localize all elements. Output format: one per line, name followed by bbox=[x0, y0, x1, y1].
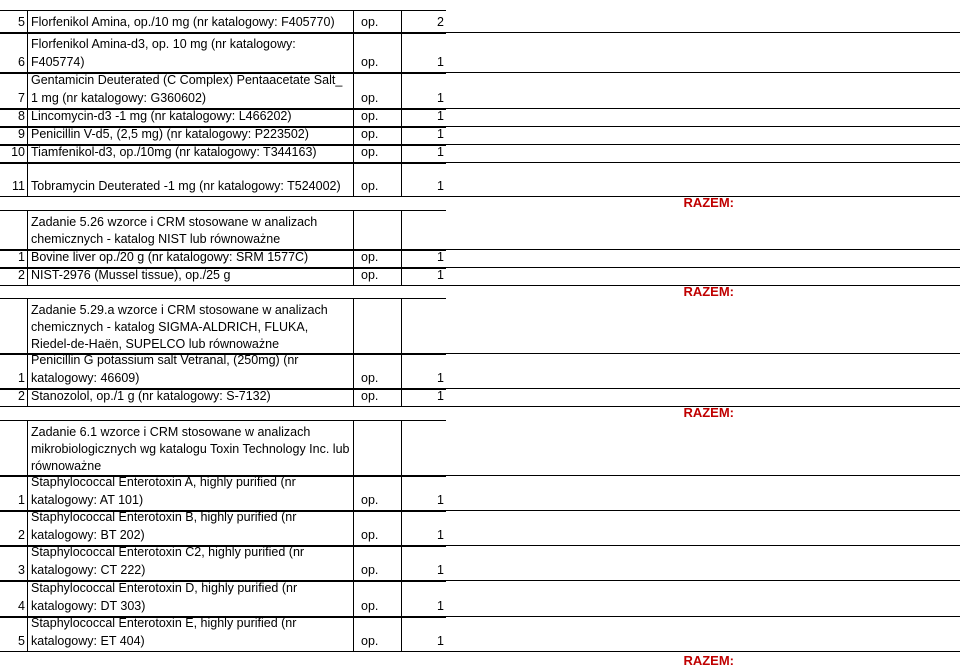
table-row bbox=[0, 617, 960, 652]
item-quantity: 1 bbox=[402, 127, 446, 144]
row-number: 6 bbox=[0, 33, 28, 72]
item-unit: op. bbox=[354, 33, 402, 72]
razem-label: RAZEM: bbox=[683, 195, 734, 210]
item-unit: op. bbox=[354, 163, 402, 196]
item-quantity: 2 bbox=[402, 10, 446, 32]
row-number: 11 bbox=[0, 163, 28, 196]
item-unit: op. bbox=[354, 109, 402, 126]
item-unit: op. bbox=[354, 476, 402, 510]
row-number: 1 bbox=[0, 250, 28, 267]
row-number: 10 bbox=[0, 145, 28, 162]
item-unit: op. bbox=[354, 73, 402, 108]
item-unit: op. bbox=[354, 581, 402, 616]
item-quantity: 1 bbox=[402, 389, 446, 406]
item-quantity: 1 bbox=[402, 33, 446, 72]
item-description: Gentamicin Deuterated (C Complex) Pentaacetate Salt_ 1 mg (nr katalogowy: G360602) bbox=[28, 73, 354, 108]
item-description: Staphylococcal Enterotoxin A, highly purified (nr katalogowy: AT 101) bbox=[28, 476, 354, 510]
task-heading-text: Zadanie 5.26 wzorce i CRM stosowane w analizach chemicznych - katalog NIST lub równoważne bbox=[28, 210, 354, 249]
item-unit: op. bbox=[354, 145, 402, 162]
row-number bbox=[0, 420, 28, 475]
item-unit: op. bbox=[354, 250, 402, 267]
item-unit: op. bbox=[354, 354, 402, 388]
row-number: 5 bbox=[0, 617, 28, 651]
row-number: 1 bbox=[0, 476, 28, 510]
item-quantity: 1 bbox=[402, 581, 446, 616]
item-quantity: 1 bbox=[402, 109, 446, 126]
item-quantity: 1 bbox=[402, 145, 446, 162]
item-quantity: 1 bbox=[402, 617, 446, 651]
table-row bbox=[0, 354, 960, 389]
row-number: 3 bbox=[0, 546, 28, 580]
row-number: 1 bbox=[0, 354, 28, 388]
row-number: 8 bbox=[0, 109, 28, 126]
table-row bbox=[0, 10, 960, 33]
item-description: NIST-2976 (Mussel tissue), op./25 g bbox=[28, 268, 354, 285]
item-unit: op. bbox=[354, 617, 402, 651]
task-heading-text: Zadanie 6.1 wzorce i CRM stosowane w analizach mikrobiologicznych wg katalogu Toxin Technology Inc. lub równoważne bbox=[28, 420, 354, 475]
table-row bbox=[0, 268, 960, 286]
item-unit: op. bbox=[354, 511, 402, 545]
table-row bbox=[0, 73, 960, 109]
table-row bbox=[0, 511, 960, 546]
table-row bbox=[0, 33, 960, 73]
razem-label: RAZEM: bbox=[683, 284, 734, 299]
table-row bbox=[0, 476, 960, 511]
task-heading bbox=[0, 420, 960, 476]
row-number: 4 bbox=[0, 581, 28, 616]
item-description: Florfenikol Amina-d3, op. 10 mg (nr katalogowy: F405774) bbox=[28, 33, 354, 72]
item-unit: op. bbox=[354, 389, 402, 406]
item-description: Stanozolol, op./1 g (nr katalogowy: S-7132) bbox=[28, 389, 354, 406]
item-unit: op. bbox=[354, 10, 402, 32]
item-quantity: 1 bbox=[402, 511, 446, 545]
item-unit: op. bbox=[354, 268, 402, 285]
item-description: Tobramycin Deuterated -1 mg (nr katalogowy: T524002) bbox=[28, 163, 354, 196]
row-number bbox=[0, 298, 28, 353]
item-description: Lincomycin-d3 -1 mg (nr katalogowy: L466202) bbox=[28, 109, 354, 126]
item-description: Staphylococcal Enterotoxin D, highly purified (nr katalogowy: DT 303) bbox=[28, 581, 354, 616]
item-quantity: 1 bbox=[402, 354, 446, 388]
item-description: Florfenikol Amina, op./10 mg (nr katalogowy: F405770) bbox=[28, 10, 354, 32]
table-row bbox=[0, 389, 960, 407]
item-description: Staphylococcal Enterotoxin B, highly purified (nr katalogowy: BT 202) bbox=[28, 511, 354, 545]
table-row bbox=[0, 163, 960, 197]
item-description: Staphylococcal Enterotoxin E, highly purified (nr katalogowy: ET 404) bbox=[28, 617, 354, 651]
task-heading bbox=[0, 210, 960, 250]
task-heading-text: Zadanie 5.29.a wzorce i CRM stosowane w analizach chemicznych - katalog SIGMA-ALDRICH, FLUKA, Riedel-de-Haën, SUPELCO lub równoważne bbox=[28, 298, 354, 353]
item-quantity: 1 bbox=[402, 476, 446, 510]
table-row bbox=[0, 581, 960, 617]
table-row bbox=[0, 546, 960, 581]
item-description: Bovine liver op./20 g (nr katalogowy: SRM 1577C) bbox=[28, 250, 354, 267]
item-description: Penicillin G potassium salt Vetranal, (250mg) (nr katalogowy: 46609) bbox=[28, 354, 354, 388]
item-quantity: 1 bbox=[402, 546, 446, 580]
item-description: Penicillin V-d5, (2,5 mg) (nr katalogowy: P223502) bbox=[28, 127, 354, 144]
item-description: Tiamfenikol-d3, op./10mg (nr katalogowy: T344163) bbox=[28, 145, 354, 162]
item-unit: op. bbox=[354, 127, 402, 144]
row-number: 5 bbox=[0, 10, 28, 32]
row-number: 9 bbox=[0, 127, 28, 144]
row-number: 2 bbox=[0, 511, 28, 545]
row-number: 2 bbox=[0, 389, 28, 406]
row-number bbox=[0, 210, 28, 249]
item-description: Staphylococcal Enterotoxin C2, highly purified (nr katalogowy: CT 222) bbox=[28, 546, 354, 580]
row-number: 2 bbox=[0, 268, 28, 285]
item-unit: op. bbox=[354, 546, 402, 580]
item-quantity: 1 bbox=[402, 73, 446, 108]
row-number: 7 bbox=[0, 73, 28, 108]
task-heading bbox=[0, 298, 960, 354]
item-quantity: 1 bbox=[402, 268, 446, 285]
razem-label: RAZEM: bbox=[683, 405, 734, 420]
table-row bbox=[0, 145, 960, 163]
razem-label: RAZEM: bbox=[683, 653, 734, 668]
item-quantity: 1 bbox=[402, 163, 446, 196]
item-quantity: 1 bbox=[402, 250, 446, 267]
